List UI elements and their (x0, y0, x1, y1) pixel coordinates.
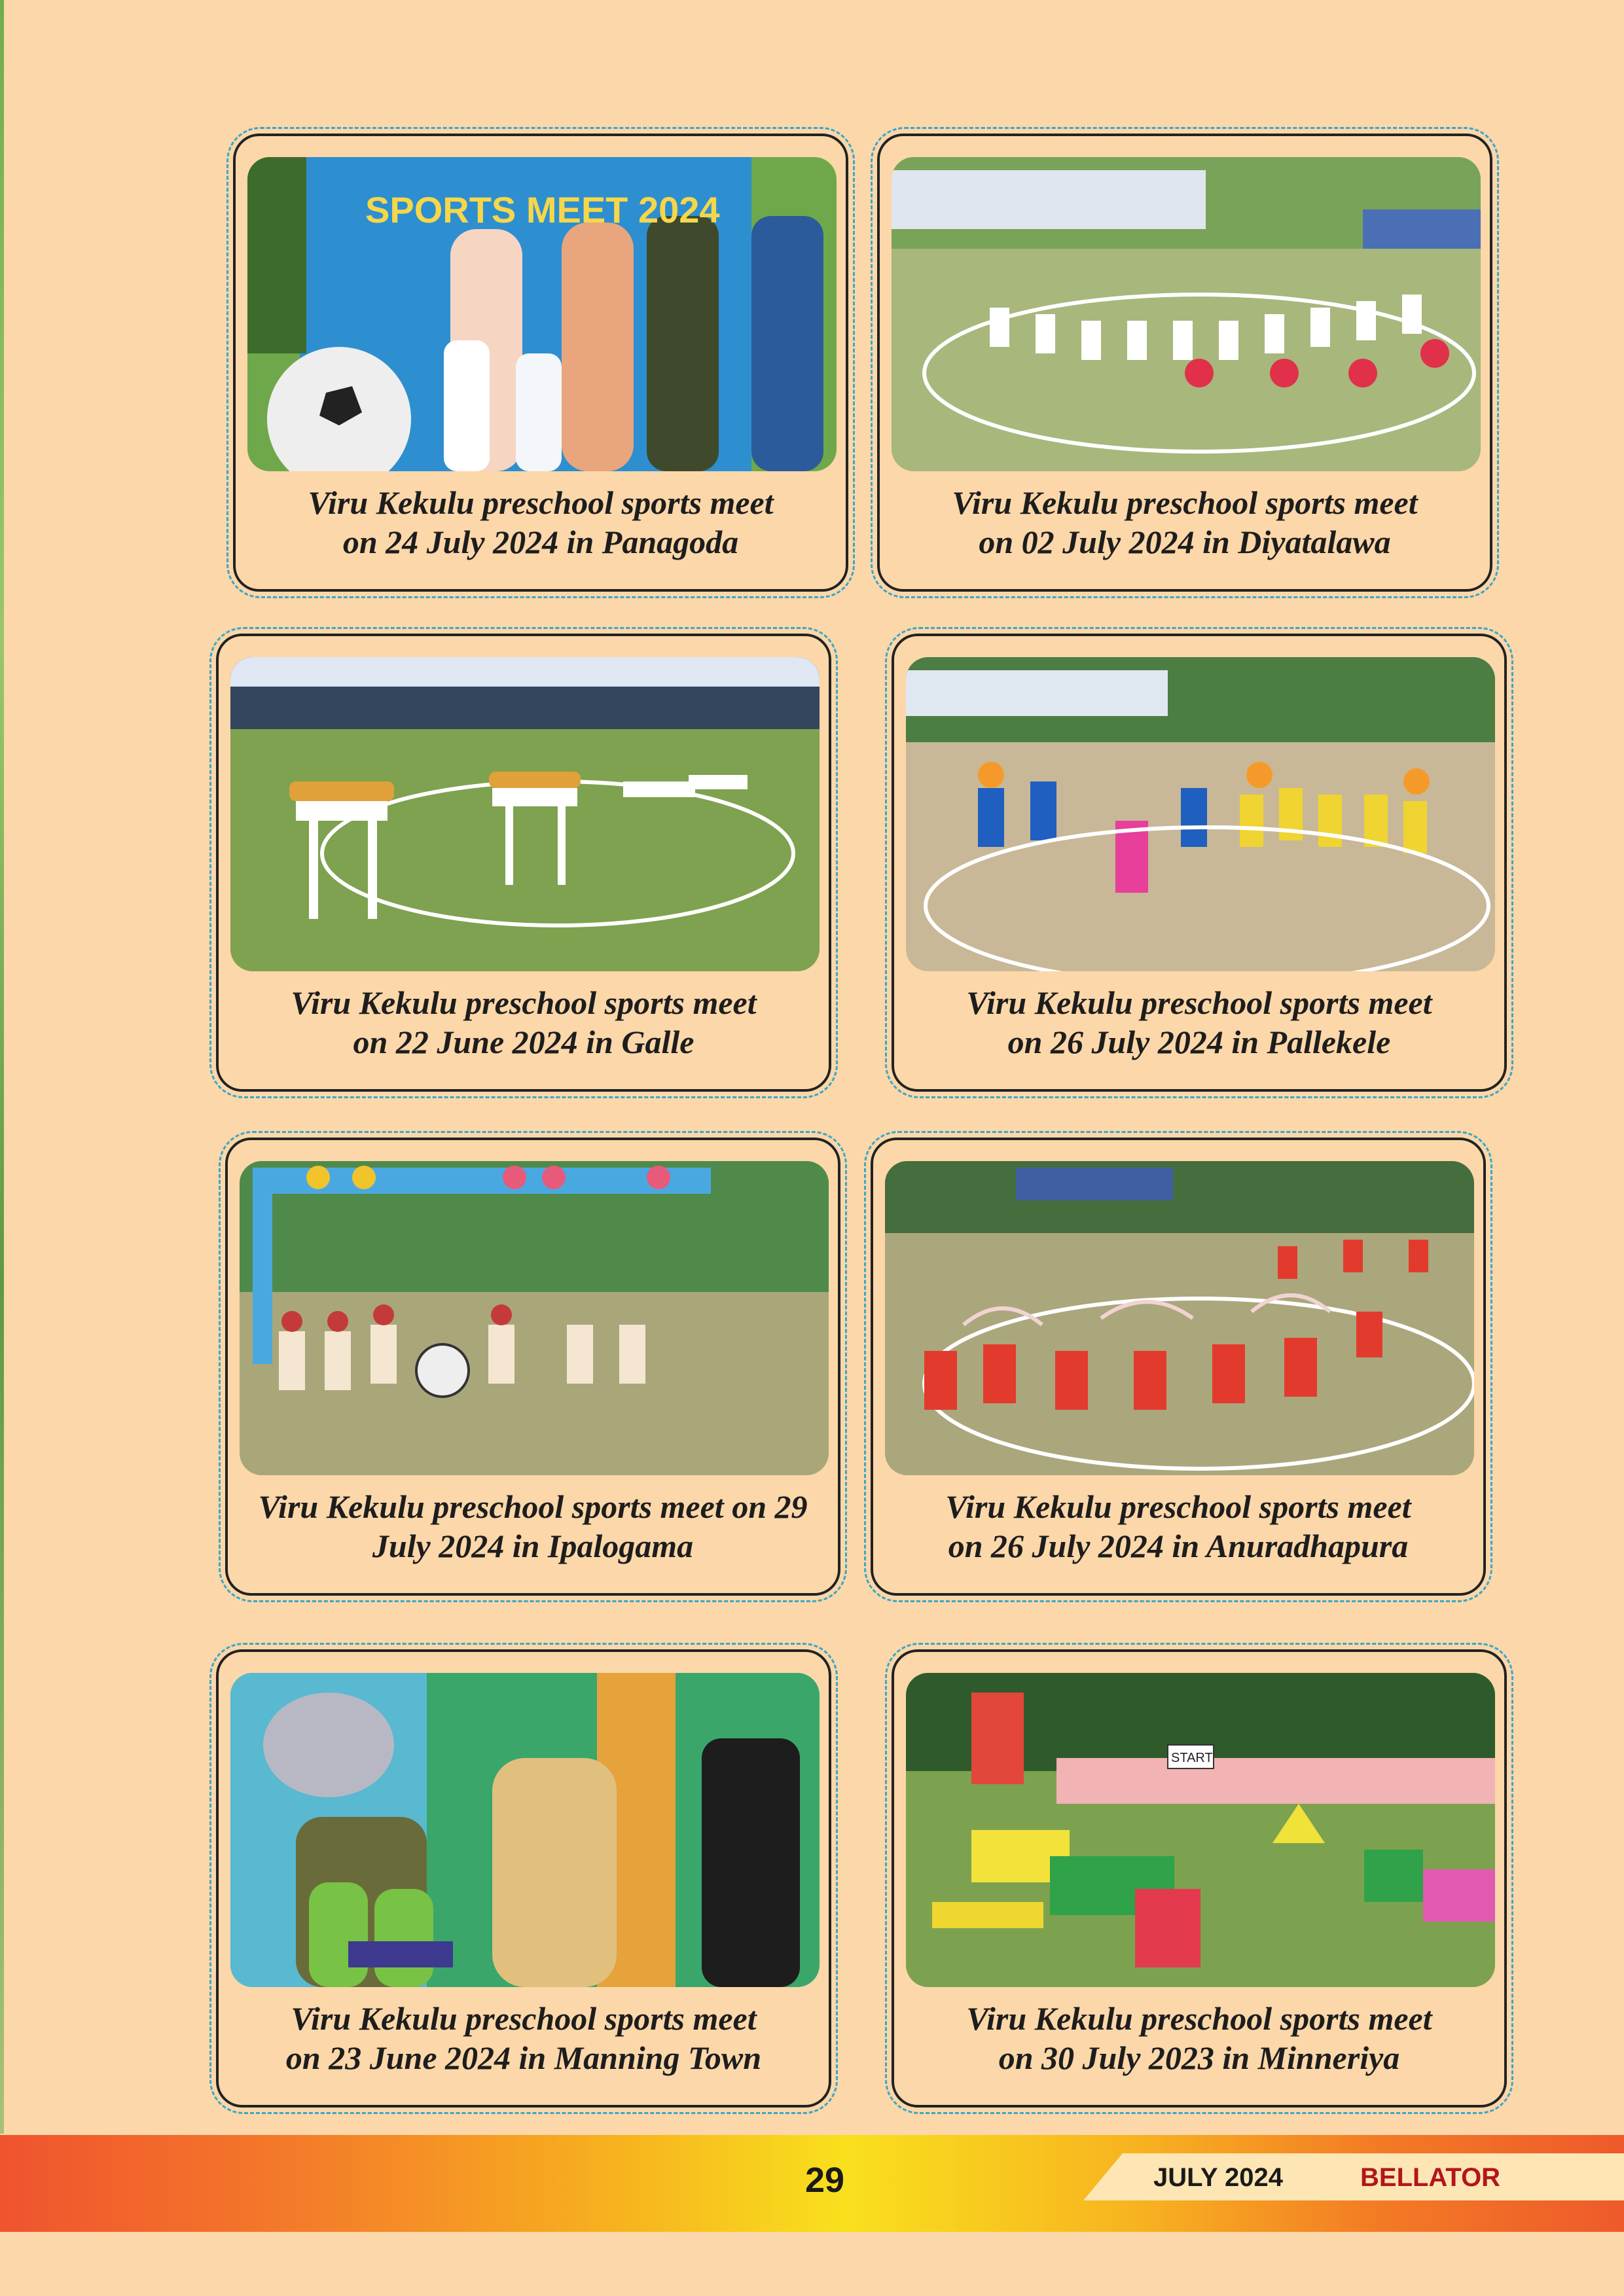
caption-line-1: Viru Kekulu preschool sports meet (952, 484, 1418, 521)
caption (901, 1999, 1498, 2077)
photo-card-ipalogama (225, 1138, 840, 1596)
photo-card-galle (216, 634, 831, 1092)
caption-line-1: Viru Kekulu preschool sports meet (291, 984, 757, 1021)
photo-card-pallekele (892, 634, 1507, 1092)
caption-line-2: on 26 July 2024 in Pallekele (1007, 1024, 1391, 1060)
caption-line-2: July 2024 in Ipalogama (372, 1528, 694, 1564)
photo-panagoda (247, 157, 837, 471)
photo-manning-town (230, 1673, 820, 1987)
photo-card-diyatalawa (877, 134, 1492, 592)
photo-card-anuradhapura (871, 1138, 1486, 1596)
caption-line-1: Viru Kekulu preschool sports meet on 29 (258, 1488, 808, 1525)
left-edge-strip (0, 0, 4, 2134)
photo-minneriya (906, 1673, 1495, 1987)
caption-line-2: on 22 June 2024 in Galle (353, 1024, 695, 1060)
photo-anuradhapura (885, 1161, 1474, 1475)
caption (880, 1487, 1477, 1566)
caption (901, 983, 1498, 1062)
photo-banner-text: START (1171, 1751, 1213, 1765)
photo-diyatalawa (892, 157, 1481, 471)
caption-line-2: on 23 June 2024 in Manning Town (285, 2039, 762, 2076)
photo-ipalogama (240, 1161, 829, 1475)
caption-line-2: on 02 July 2024 in Diyatalawa (979, 524, 1391, 560)
caption-line-2: on 30 July 2023 in Minneriya (998, 2039, 1400, 2076)
photo-card-manning-town (216, 1649, 831, 2108)
caption-line-1: Viru Kekulu preschool sports meet (966, 2000, 1432, 2037)
caption (886, 483, 1483, 562)
caption (234, 1487, 831, 1566)
photo-card-minneriya (892, 1649, 1507, 2108)
caption-line-1: Viru Kekulu preschool sports meet (966, 984, 1432, 1021)
photo-galle (230, 657, 820, 971)
caption-line-1: Viru Kekulu preschool sports meet (291, 2000, 757, 2037)
caption (225, 983, 822, 1062)
photo-pallekele (906, 657, 1495, 971)
photo-card-panagoda (233, 134, 848, 592)
photo-banner-text: SPORTS MEET 2024 (365, 189, 720, 230)
caption (242, 483, 839, 562)
caption-line-1: Viru Kekulu preschool sports meet (308, 484, 774, 521)
caption (225, 1999, 822, 2077)
caption-line-2: on 26 July 2024 in Anuradhapura (948, 1528, 1409, 1564)
caption-line-2: on 24 July 2024 in Panagoda (342, 524, 739, 560)
magazine-name: BELLATOR (1360, 2163, 1501, 2192)
issue-date: JULY 2024 (1153, 2163, 1283, 2192)
page-number: 29 (804, 2161, 845, 2200)
caption-line-1: Viru Kekulu preschool sports meet (945, 1488, 1411, 1525)
